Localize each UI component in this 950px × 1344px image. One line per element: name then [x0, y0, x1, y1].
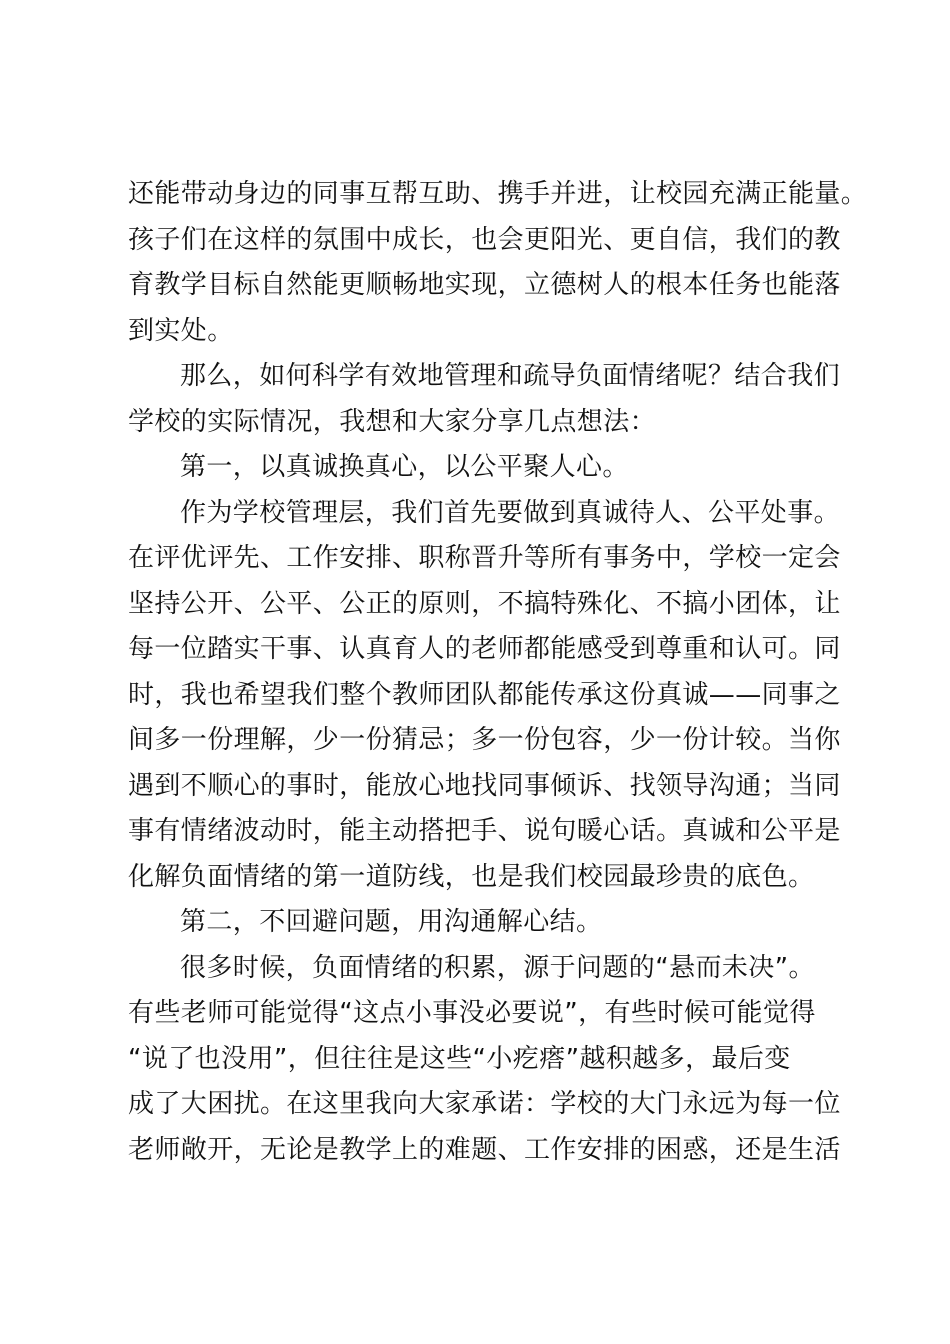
text-line: 还能带动身边的同事互帮互助、携手并进，让校园充满正能量。 [128, 179, 868, 209]
text-line: 坚持公开、公平、公正的原则，不搞特殊化、不搞小团体，让 [128, 588, 841, 619]
text-line: 在评优评先、工作安排、职称晋升等所有事务中，学校一定会 [128, 543, 841, 573]
text-line: 每一位踏实干事、认真育人的老师都能感受到尊重和认可。同 [128, 634, 841, 664]
section-heading-first: 第一，以真诚换真心，以公平聚人心。 [180, 452, 629, 482]
section-heading-second: 第二，不回避问题，用沟通解心结。 [180, 907, 603, 937]
text-line: 到实处。 [128, 315, 234, 346]
text-line: 遇到不顺心的事时，能放心地找同事倾诉、找领导沟通；当同 [128, 770, 841, 801]
text-line: 有些老师可能觉得“这点小事没必要说”，有些时候可能觉得 [128, 998, 816, 1028]
text-line: 时，我也希望我们整个教师团队都能传承这份真诚——同事之 [128, 679, 841, 710]
paragraph-first-line: 很多时候，负面情绪的积累，源于问题的“悬而未决”。 [180, 952, 815, 983]
text-line: 事有情绪波动时，能主动搭把手、说句暖心话。真诚和公平是 [128, 816, 841, 846]
text-line: “说了也没用”，但往往是这些“小疙瘩”越积越多，最后变 [128, 1043, 791, 1074]
paragraph-first-line: 作为学校管理层，我们首先要做到真诚待人、公平处事。 [180, 497, 841, 528]
text-line: 成了大困扰。在这里我向大家承诺：学校的大门永远为每一位 [128, 1089, 841, 1119]
text-line: 学校的实际情况，我想和大家分享几点想法： [128, 406, 657, 437]
text-line: 化解负面情绪的第一道防线，也是我们校园最珍贵的底色。 [128, 861, 815, 892]
text-line: 育教学目标自然能更顺畅地实现，立德树人的根本任务也能落 [128, 270, 841, 300]
text-line: 孩子们在这样的氛围中成长，也会更阳光、更自信，我们的教 [128, 224, 841, 255]
paragraph-first-line: 那么，如何科学有效地管理和疏导负面情绪呢？结合我们 [180, 361, 841, 391]
document-body [128, 172, 868, 1173]
text-line: 间多一份理解，少一份猜忌；多一份包容，少一份计较。当你 [128, 725, 841, 755]
text-line: 老师敞开，无论是教学上的难题、工作安排的困惑，还是生活 [128, 1134, 841, 1165]
